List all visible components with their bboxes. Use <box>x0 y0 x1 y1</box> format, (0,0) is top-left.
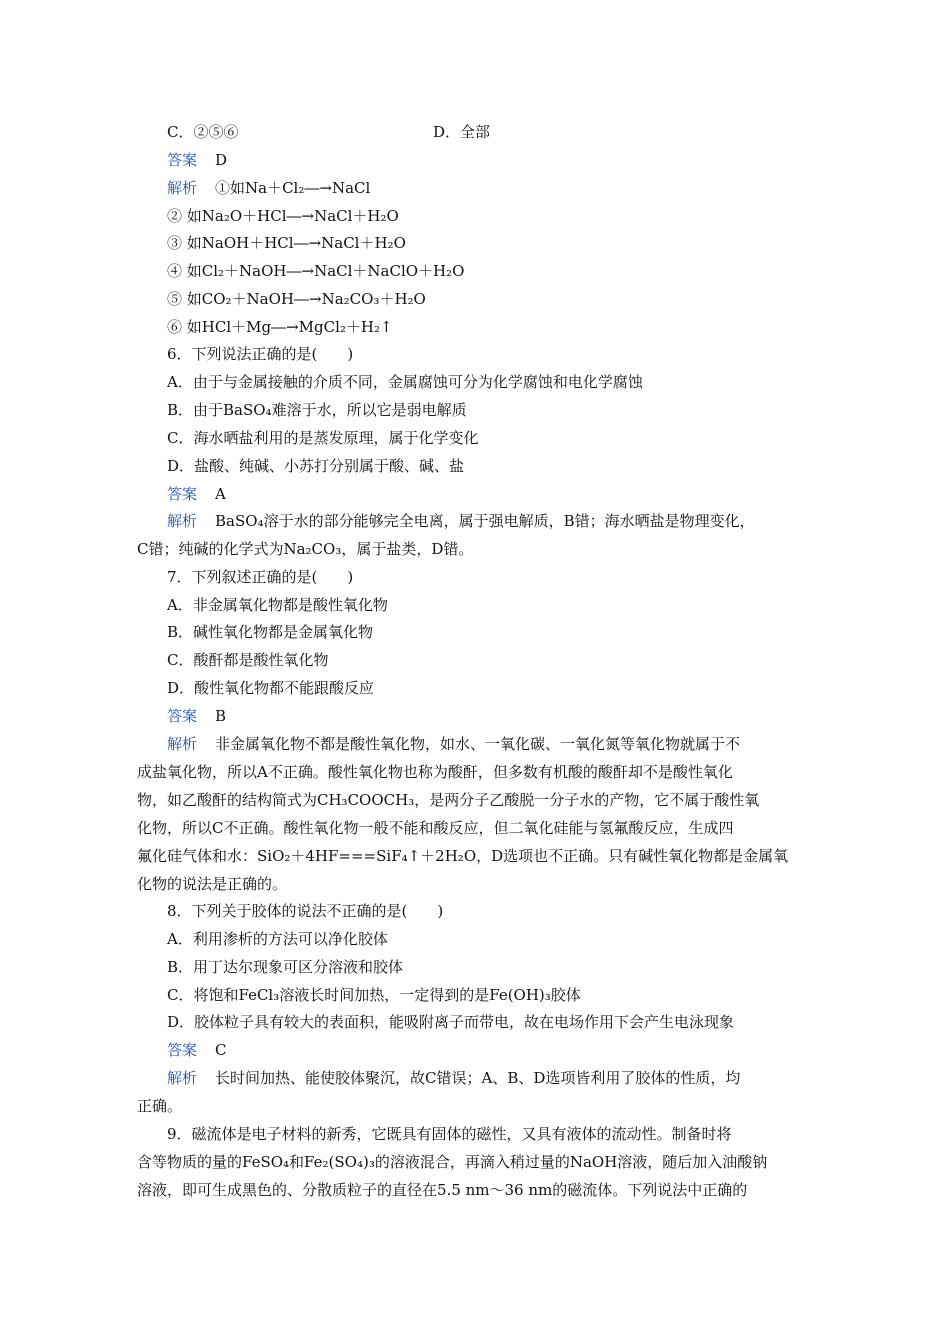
q7-answer <box>167 702 817 730</box>
q5-option-c: C．②⑤⑥ <box>167 123 239 141</box>
answer-value: C <box>215 1041 227 1059</box>
q5-analysis-line: ④ 如Cl₂＋NaOH―→NaCl＋NaClO＋H₂O <box>167 262 465 280</box>
q8-stem: 8．下列关于胶体的说法不正确的是( ) <box>167 902 444 920</box>
q7-analysis-line: 物，如乙酸酐的结构简式为CH₃COOCH₃，是两分子乙酸脱一分子水的产物，它不属于酸性氧 <box>137 791 760 809</box>
q5-answer <box>167 146 817 174</box>
q7-analysis-line: 成盐氧化物，所以A不正确。酸性氧化物也称为酸酐，但多数有机酸的酸酐却不是酸性氧化 <box>137 763 733 781</box>
q9-stem-line: 溶液，即可生成黑色的、分散质粒子的直径在5.5 nm～36 nm的磁流体。下列说法中正确的 <box>137 1181 748 1199</box>
q6-answer <box>167 480 817 508</box>
q8-answer <box>167 1036 817 1064</box>
q6-analysis-line: C错；纯碱的化学式为Na₂CO₃，属于盐类，D错。 <box>137 540 474 558</box>
analysis-text: 长时间加热、能使胶体聚沉，故C错误；A、B、D选项皆利用了胶体的性质，均 <box>215 1069 741 1087</box>
answer-value: B <box>215 707 227 725</box>
analysis-label: 解析 <box>167 735 198 753</box>
q5-option-d: D．全部 <box>433 123 491 141</box>
analysis-label: 解析 <box>167 179 198 197</box>
q5-analysis-line: ② 如Na₂O＋HCl―→NaCl＋H₂O <box>167 207 399 225</box>
answer-value: A <box>215 485 226 503</box>
answer-value: D <box>215 151 228 169</box>
q8-analysis-line <box>167 1064 817 1092</box>
q8-option: D．胶体粒子具有较大的表面积，能吸附离子而带电，故在电场作用下会产生电泳现象 <box>167 1013 735 1031</box>
analysis-text: BaSO₄溶于水的部分能够完全电离，属于强电解质，B错；海水晒盐是物理变化， <box>215 512 755 530</box>
q8-option: B．用丁达尔现象可区分溶液和胶体 <box>167 958 404 976</box>
q7-stem: 7．下列叙述正确的是( ) <box>167 568 354 586</box>
q8-option: A．利用渗析的方法可以净化胶体 <box>167 930 388 948</box>
q5-options-row <box>167 118 817 146</box>
answer-label: 答案 <box>167 485 198 503</box>
q7-option: A．非金属氧化物都是酸性氧化物 <box>167 596 388 614</box>
q8-option: C．将饱和FeCl₃溶液长时间加热，一定得到的是Fe(OH)₃胶体 <box>167 986 581 1004</box>
q6-option: B．由于BaSO₄难溶于水，所以它是弱电解质 <box>167 401 467 419</box>
answer-label: 答案 <box>167 1041 198 1059</box>
q7-analysis-line: 化物的说法是正确的。 <box>137 875 288 893</box>
analysis-label: 解析 <box>167 512 198 530</box>
q5-analysis-line: ③ 如NaOH＋HCl―→NaCl＋H₂O <box>167 234 406 252</box>
q7-option: D．酸性氧化物都不能跟酸反应 <box>167 679 375 697</box>
q7-analysis-line: 化物，所以C不正确。酸性氧化物一般不能和酸反应，但二氧化硅能与氢氟酸反应，生成四 <box>137 819 734 837</box>
q7-option: B．碱性氧化物都是金属氧化物 <box>167 623 374 641</box>
q5-analysis-line: ⑤ 如CO₂＋NaOH―→Na₂CO₃＋H₂O <box>167 290 426 308</box>
q7-analysis-line <box>167 730 817 758</box>
analysis-text: 非金属氧化物不都是酸性氧化物，如水、一氧化碳、一氧化氮等氧化物就属于不 <box>215 735 741 753</box>
q9-stem-line: 9．磁流体是电子材料的新秀，它既具有固体的磁性，又具有液体的流动性。制备时将 <box>167 1125 732 1143</box>
q6-analysis-line <box>167 507 817 535</box>
q6-option: C．海水晒盐利用的是蒸发原理，属于化学变化 <box>167 429 479 447</box>
analysis-label: 解析 <box>167 1069 198 1087</box>
answer-label: 答案 <box>167 151 198 169</box>
q6-option: D．盐酸、纯碱、小苏打分别属于酸、碱、盐 <box>167 457 465 475</box>
q9-stem-line: 含等物质的量的FeSO₄和Fe₂(SO₄)₃的溶液混合，再滴入稍过量的NaOH溶液，随后加入油酸钠 <box>137 1153 768 1171</box>
q5-analysis-line <box>167 174 817 202</box>
q7-option: C．酸酐都是酸性氧化物 <box>167 651 329 669</box>
answer-label: 答案 <box>167 707 198 725</box>
q7-analysis-line: 氟化硅气体和水：SiO₂＋4HF===SiF₄↑＋2H₂O，D选项也不正确。只有碱性氧化物都是金属氧 <box>137 847 789 865</box>
q8-analysis-line: 正确。 <box>137 1097 183 1115</box>
analysis-text: ①如Na＋Cl₂―→NaCl <box>215 179 371 197</box>
q5-analysis-line: ⑥ 如HCl＋Mg―→MgCl₂＋H₂↑ <box>167 318 393 336</box>
q6-stem: 6．下列说法正确的是( ) <box>167 345 354 363</box>
q6-option: A．由于与金属接触的介质不同，金属腐蚀可分为化学腐蚀和电化学腐蚀 <box>167 373 643 391</box>
